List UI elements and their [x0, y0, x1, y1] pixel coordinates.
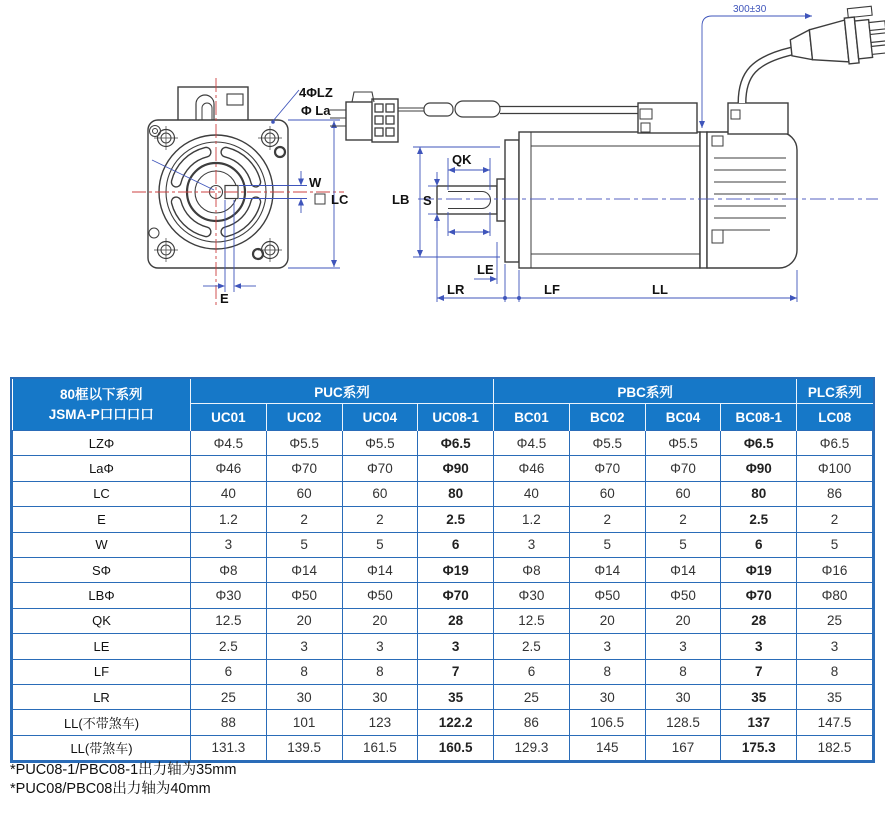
table-cell: 147.5	[797, 710, 873, 735]
row-label: LF	[13, 659, 191, 684]
row-label: W	[13, 532, 191, 557]
table-cell: Φ5.5	[645, 431, 721, 456]
table-cell: 30	[266, 684, 342, 709]
group-header-puc: PUC系列	[191, 379, 494, 404]
front-connector-housing	[178, 87, 248, 121]
table-cell: 2	[569, 507, 645, 532]
table-cell: Φ14	[342, 557, 418, 582]
row-label: LR	[13, 684, 191, 709]
table-cell: 3	[494, 532, 570, 557]
table-body	[13, 431, 873, 761]
footnote-2: *PUC08/PBC08出力轴为40mm	[10, 781, 211, 798]
table-row	[13, 710, 873, 735]
table-cell: 12.5	[494, 608, 570, 633]
side-view	[330, 5, 885, 268]
table-cell: Φ50	[342, 583, 418, 608]
table-cell: 175.3	[721, 735, 797, 760]
table-cell: 2.5	[418, 507, 494, 532]
table-cell: Φ70	[418, 583, 494, 608]
table-cell: 1.2	[494, 507, 570, 532]
table-cell: 20	[645, 608, 721, 633]
table-cell: 40	[191, 481, 267, 506]
table-cell: 20	[342, 608, 418, 633]
table-cell: Φ46	[494, 456, 570, 481]
table-cell: Φ50	[569, 583, 645, 608]
dimension-drawing	[0, 0, 885, 365]
column-header: BC01	[494, 404, 570, 431]
footnotes	[10, 761, 236, 799]
column-header: BC02	[569, 404, 645, 431]
table-cell: 8	[342, 659, 418, 684]
table-row	[13, 431, 873, 456]
series-title: 80框以下系列	[59, 386, 143, 402]
table-cell: 3	[721, 634, 797, 659]
label-cable-length: 300±30	[733, 4, 767, 15]
table-cell: Φ50	[645, 583, 721, 608]
table-cell: 129.3	[494, 735, 570, 760]
column-header: BC04	[645, 404, 721, 431]
label-LF: LF	[544, 282, 560, 297]
table-cell: 86	[797, 481, 873, 506]
label-LL: LL	[652, 282, 668, 297]
table-cell: 30	[342, 684, 418, 709]
table-cell: Φ80	[797, 583, 873, 608]
table-cell: 131.3	[191, 735, 267, 760]
table-cell: 2.5	[721, 507, 797, 532]
table-cell: 80	[418, 481, 494, 506]
table-cell: 28	[418, 608, 494, 633]
table-cell: 1.2	[191, 507, 267, 532]
table-row	[13, 608, 873, 633]
table-cell: 3	[266, 634, 342, 659]
column-header: LC08	[797, 404, 873, 431]
table-cell: 8	[645, 659, 721, 684]
row-label: LaΦ	[13, 456, 191, 481]
table-cell: Φ5.5	[569, 431, 645, 456]
table-cell: 88	[191, 710, 267, 735]
table-cell: 86	[494, 710, 570, 735]
row-label: LZΦ	[13, 431, 191, 456]
encoder-block	[638, 103, 697, 133]
row-label: QK	[13, 608, 191, 633]
label-LB: LB	[392, 192, 410, 207]
label-4xLZ: 4ΦLZ	[299, 85, 333, 100]
square-symbol	[315, 194, 325, 204]
front-view	[148, 87, 288, 268]
table-cell: 5	[266, 532, 342, 557]
table-cell: 145	[569, 735, 645, 760]
table-cell: 5	[342, 532, 418, 557]
label-E: E	[220, 291, 229, 306]
table-cell: 101	[266, 710, 342, 735]
rear-housing	[707, 132, 797, 268]
table-cell: 12.5	[191, 608, 267, 633]
table-cell: 60	[645, 481, 721, 506]
table-cell: Φ8	[191, 557, 267, 582]
table-cell: 8	[797, 659, 873, 684]
table-cell: 2.5	[494, 634, 570, 659]
table-cell: 60	[266, 481, 342, 506]
table-row	[13, 659, 873, 684]
table-cell: 20	[569, 608, 645, 633]
label-La: Φ La	[301, 103, 331, 118]
table-cell: Φ70	[721, 583, 797, 608]
shaft	[437, 186, 497, 214]
table-row	[13, 735, 873, 760]
table-cell: 28	[721, 608, 797, 633]
table-cell: 167	[645, 735, 721, 760]
table-cell: 25	[191, 684, 267, 709]
corner-header	[13, 379, 191, 431]
table-cell: 2	[797, 507, 873, 532]
row-label: SΦ	[13, 557, 191, 582]
table-row	[13, 481, 873, 506]
table-cell: 5	[645, 532, 721, 557]
table-cell: 8	[266, 659, 342, 684]
table-cell: 30	[569, 684, 645, 709]
table-cell: 3	[191, 532, 267, 557]
table-cell: 6	[191, 659, 267, 684]
table-cell: Φ14	[569, 557, 645, 582]
table-cell: 2	[266, 507, 342, 532]
table-cell: Φ46	[191, 456, 267, 481]
table-cell: 3	[645, 634, 721, 659]
table-cell: 35	[797, 684, 873, 709]
table-cell: Φ6.5	[797, 431, 873, 456]
table-cell: 160.5	[418, 735, 494, 760]
table-cell: 5	[569, 532, 645, 557]
table-row	[13, 456, 873, 481]
table-cell: Φ30	[191, 583, 267, 608]
table-row	[13, 583, 873, 608]
row-label: LE	[13, 634, 191, 659]
table-cell: 35	[418, 684, 494, 709]
table-cell: Φ19	[721, 557, 797, 582]
table-cell: Φ14	[266, 557, 342, 582]
table-cell: 6	[721, 532, 797, 557]
table-cell: 7	[721, 659, 797, 684]
label-W: W	[309, 175, 322, 190]
table-cell: Φ70	[645, 456, 721, 481]
table-cell: 60	[569, 481, 645, 506]
table-cell: Φ50	[266, 583, 342, 608]
table-cell: Φ90	[418, 456, 494, 481]
table-row	[13, 557, 873, 582]
table-cell: Φ8	[494, 557, 570, 582]
flange-side	[505, 140, 519, 262]
table-cell: 122.2	[418, 710, 494, 735]
row-label: LL(不带煞车)	[13, 710, 191, 735]
column-header: UC02	[266, 404, 342, 431]
table-cell: Φ70	[266, 456, 342, 481]
table-cell: 6	[418, 532, 494, 557]
table-cell: 2.5	[191, 634, 267, 659]
table-cell: 137	[721, 710, 797, 735]
table-cell: Φ19	[418, 557, 494, 582]
table-row	[13, 532, 873, 557]
model-pattern: JSMA-P口口口口	[48, 406, 154, 422]
table-cell: 80	[721, 481, 797, 506]
table-cell: Φ4.5	[494, 431, 570, 456]
table-cell: Φ14	[645, 557, 721, 582]
label-QK: QK	[452, 152, 472, 167]
table-cell: 139.5	[266, 735, 342, 760]
table-cell: 30	[645, 684, 721, 709]
footnote-1: *PUC08-1/PBC08-1出力轴为35mm	[10, 762, 237, 778]
spec-table	[12, 379, 873, 761]
group-header-plc: PLC系列	[797, 379, 873, 404]
table-cell: Φ5.5	[266, 431, 342, 456]
table-cell: Φ5.5	[342, 431, 418, 456]
table-cell: 106.5	[569, 710, 645, 735]
series-header-row	[13, 379, 873, 404]
table-cell: 25	[797, 608, 873, 633]
table-cell: 60	[342, 481, 418, 506]
column-header: BC08-1	[721, 404, 797, 431]
table-cell: Φ6.5	[721, 431, 797, 456]
column-header: UC08-1	[418, 404, 494, 431]
table-cell: 2	[342, 507, 418, 532]
row-label: E	[13, 507, 191, 532]
table-cell: Φ90	[721, 456, 797, 481]
label-LR: LR	[447, 282, 465, 297]
table-cell: 3	[797, 634, 873, 659]
table-cell: 7	[418, 659, 494, 684]
label-LE: LE	[477, 262, 494, 277]
column-header: UC04	[342, 404, 418, 431]
row-label: LBΦ	[13, 583, 191, 608]
spec-table-wrap	[10, 377, 875, 763]
table-cell: Φ6.5	[418, 431, 494, 456]
table-cell: 35	[721, 684, 797, 709]
group-header-pbc: PBC系列	[494, 379, 797, 404]
table-cell: 3	[418, 634, 494, 659]
table-cell: 2	[645, 507, 721, 532]
table-cell: Φ100	[797, 456, 873, 481]
table-cell: Φ4.5	[191, 431, 267, 456]
table-row	[13, 684, 873, 709]
table-cell: Φ16	[797, 557, 873, 582]
table-cell: 161.5	[342, 735, 418, 760]
table-row	[13, 507, 873, 532]
column-header: UC01	[191, 404, 267, 431]
row-label: LC	[13, 481, 191, 506]
motor-body	[519, 132, 700, 268]
power-plug	[788, 5, 885, 70]
label-LC: LC	[331, 192, 349, 207]
table-cell: 8	[569, 659, 645, 684]
label-S: S	[423, 193, 432, 208]
table-cell: Φ70	[342, 456, 418, 481]
table-cell: 3	[569, 634, 645, 659]
table-cell: 3	[342, 634, 418, 659]
table-cell: Φ30	[494, 583, 570, 608]
table-cell: 6	[494, 659, 570, 684]
table-cell: 40	[494, 481, 570, 506]
table-cell: 182.5	[797, 735, 873, 760]
table-cell: 128.5	[645, 710, 721, 735]
table-cell: 5	[797, 532, 873, 557]
table-cell: 25	[494, 684, 570, 709]
table-cell: 123	[342, 710, 418, 735]
table-row	[13, 634, 873, 659]
table-cell: Φ70	[569, 456, 645, 481]
encoder-connector	[330, 92, 398, 142]
table-cell: 20	[266, 608, 342, 633]
row-label: LL(带煞车)	[13, 735, 191, 760]
